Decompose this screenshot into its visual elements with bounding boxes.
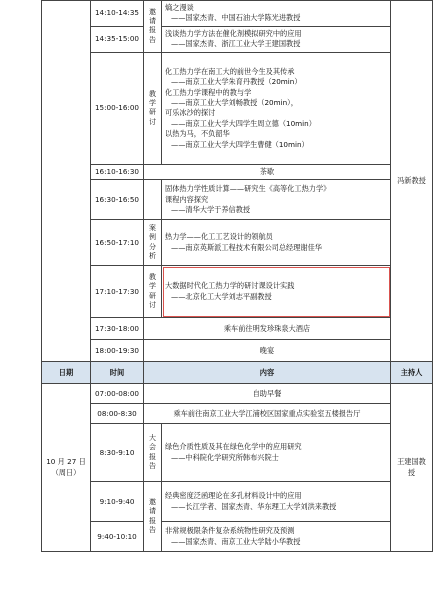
table-row [42, 384, 433, 404]
session-type-cell-empty [144, 180, 162, 220]
talk-speaker: ——南京工业大学大四学生曹健（10min） [171, 139, 309, 149]
talk-speaker: ——国家杰青、浙江工业大学王建国教授 [171, 39, 301, 49]
session-type-cell: 教学研讨 [144, 266, 162, 318]
content-cell: 晚宴 [144, 340, 391, 362]
content-cell [162, 482, 391, 522]
session-type-cell: 大会报告 [144, 424, 162, 482]
session-type-cell: 案例分析 [144, 220, 162, 266]
date-cell-empty [42, 1, 91, 362]
talk-title: 可乐冰沙的探讨 [165, 108, 216, 118]
time-cell: 16:50-17:10 [91, 220, 144, 266]
date-cell: 10 月 27 日（周日） [42, 384, 91, 552]
host-cell: 冯新教授 [391, 1, 433, 362]
time-cell: 17:10-17:30 [91, 266, 144, 318]
talk-title: 浅谈热力学方法在催化剂模拟研究中的应用 [165, 28, 302, 38]
table-row [42, 164, 433, 179]
table-row [42, 220, 433, 266]
talk-title: 非常规极限条件复杂系统物性研究及预测 [165, 526, 295, 536]
time-cell: 16:10-16:30 [91, 164, 144, 179]
talk-speaker: ——中科院化学研究所韩布兴院士 [171, 452, 279, 462]
talk-title: 熵之漫谈 [165, 3, 194, 12]
time-cell: 9:40-10:10 [91, 522, 144, 552]
content-cell [162, 52, 391, 164]
table-row [42, 340, 433, 362]
time-cell: 16:30-16:50 [91, 180, 144, 220]
time-cell: 17:30-18:00 [91, 318, 144, 340]
talk-speaker: ——长江学者、国家杰青、华东理工大学刘洪来教授 [171, 501, 337, 511]
time-cell: 14:35-15:00 [91, 26, 144, 52]
time-cell: 07:00-08:00 [91, 384, 144, 404]
host-cell: 王建国教授 [391, 384, 433, 552]
content-cell [162, 522, 391, 552]
header-date: 日期 [42, 362, 91, 384]
talk-speaker: ——南京工业大学大四学生周立德（10min） [171, 118, 316, 128]
table-row [42, 404, 433, 424]
content-cell [162, 180, 391, 220]
content-cell: 乘车前往明发珍珠泉大酒店 [144, 318, 391, 340]
table-row [42, 482, 433, 522]
session-type-cell: 邀请报告 [144, 482, 162, 552]
content-cell-highlighted [162, 266, 391, 318]
talk-speaker: ——国家杰青、中国石油大学陈光进教授 [171, 13, 301, 23]
table-row [42, 1, 433, 27]
time-cell: 18:00-19:30 [91, 340, 144, 362]
content-cell: 乘车前往南京工业大学江浦校区国家重点实验室五楼报告厅 [144, 404, 391, 424]
table-row [42, 26, 433, 52]
table-row [42, 522, 433, 552]
time-cell: 8:30-9:10 [91, 424, 144, 482]
tea-break-cell: 茶歇 [144, 164, 391, 179]
talk-title-cont: 课程内容探究 [165, 194, 209, 204]
content-cell [162, 424, 391, 482]
header-host: 主持人 [391, 362, 433, 384]
time-cell: 14:10-14:35 [91, 1, 144, 27]
talk-title: 热力学——化工工艺设计的领航员 [165, 232, 273, 242]
schedule-table [41, 0, 433, 552]
table-row [42, 424, 433, 482]
table-row [42, 52, 433, 164]
header-time: 时间 [91, 362, 144, 384]
time-cell: 9:10-9:40 [91, 482, 144, 522]
table-row [42, 318, 433, 340]
talk-speaker: ——北京化工大学刘志平副教授 [171, 291, 272, 301]
talk-title: 大数据时代化工热力学的研讨课设计实践 [165, 281, 295, 291]
talk-title: 经典密度泛函理论在多孔材料设计中的应用 [165, 491, 302, 501]
table-row [42, 180, 433, 220]
content-cell [162, 1, 391, 27]
talk-speaker: ——南京工业大学刘畅教授（20min）， [171, 97, 298, 107]
session-type-cell: 教学研讨 [144, 52, 162, 164]
talk-title: 绿色介质性质及其在绿色化学中的应用研究 [165, 442, 302, 452]
talk-speaker: ——国家杰青、南京工业大学陆小华教授 [171, 536, 301, 546]
session-type-cell: 邀请报告 [144, 1, 162, 53]
header-content: 内容 [144, 362, 391, 384]
talk-title: 以热为马，不负韶华 [165, 129, 230, 139]
content-cell [162, 220, 391, 266]
talk-speaker: ——清华大学于养信教授 [171, 205, 251, 215]
content-cell [162, 26, 391, 52]
talk-title: 化工热力学在南工大的前世今生及其传承 [165, 66, 295, 76]
time-cell: 08:00-8:30 [91, 404, 144, 424]
talk-title: 固体热力学性质计算——研究生《高等化工热力学》 [165, 184, 331, 194]
time-cell: 15:00-16:00 [91, 52, 144, 164]
table-header-row [42, 362, 433, 384]
content-cell: 自助早餐 [144, 384, 391, 404]
talk-speaker: ——南京工业大学朱育丹教授（20min） [171, 77, 302, 87]
talk-title: 化工热力学课程中的教与学 [165, 87, 252, 97]
table-row [42, 266, 433, 318]
talk-speaker: ——南京英斯派工程技术有限公司总经理谢佳华 [171, 242, 322, 252]
